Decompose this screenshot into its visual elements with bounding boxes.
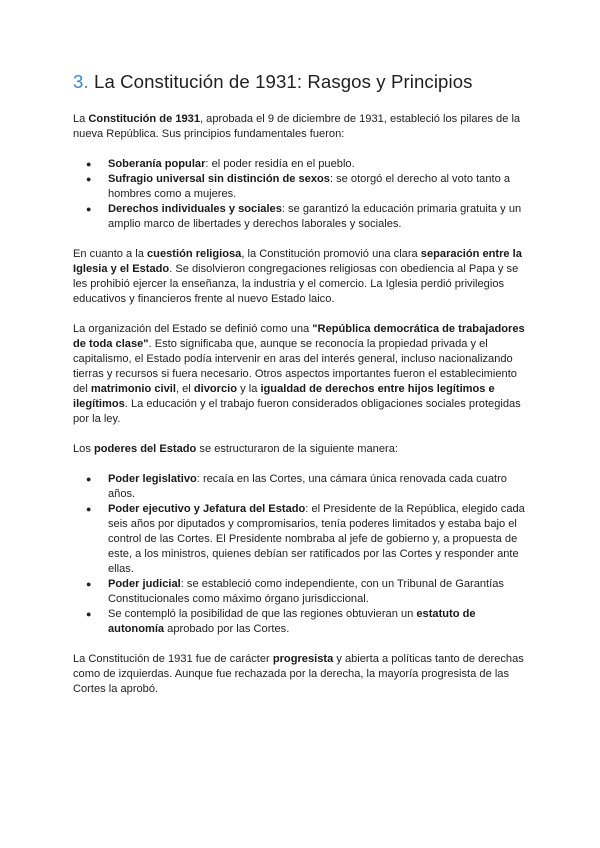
bold-run: progresista (272, 653, 334, 665)
principles-list (73, 157, 527, 232)
bold-run: Soberanía popular (108, 158, 206, 170)
conclusion-paragraph (73, 652, 527, 697)
text-run: La (73, 113, 89, 125)
list-item (108, 172, 527, 202)
text-run: y abierta a políticas tanto de derechas como de izquierdas. Aunque fue rechazada por la derecha, la mayoría progresista de las Cortes la aprobó. (73, 653, 524, 695)
powers-list (73, 472, 527, 637)
bold-run: Derechos individuales y sociales (108, 203, 282, 215)
text-run: aprobado por las Cortes. (164, 623, 290, 635)
bold-run: igualdad de derechos entre hijos legítimos e ilegítimos (73, 383, 495, 410)
powers-intro-paragraph (73, 442, 527, 457)
text-run: Se contempló la posibilidad de que las regiones obtuvieran un (108, 608, 417, 620)
bold-run: estatuto de autonomía (108, 608, 476, 635)
text-run: Los (73, 443, 94, 455)
intro-paragraph (73, 112, 527, 142)
document-page (73, 70, 527, 712)
text-run: : se garantizó la educación primaria gratuita y un amplio marco de libertades y derechos laborales y sociales. (108, 203, 522, 230)
bold-run: Sufragio universal sin distinción de sexos (108, 173, 330, 185)
text-run: En cuanto a la (73, 248, 148, 260)
text-run: . La educación y el trabajo fueron considerados obligaciones sociales protegidas por la ley. (73, 398, 521, 425)
section-number: 3. (73, 71, 89, 92)
bold-run: separación entre la Iglesia y el Estado (73, 248, 522, 275)
bold-run: matrimonio civil (90, 383, 176, 395)
bold-run: Poder legislativo (108, 473, 197, 485)
text-run: , el (175, 383, 194, 395)
list-item (108, 502, 527, 577)
list-item (108, 157, 527, 172)
list-item (108, 577, 527, 607)
bold-run: cuestión religiosa (147, 248, 242, 260)
text-run: : se otorgó el derecho al voto tanto a hombres como a mujeres. (108, 173, 511, 200)
text-run: : se estableció como independiente, con un Tribunal de Garantías Constitucionales como máximo órgano jurisdiccional. (108, 578, 504, 605)
text-run: . Se disolvieron congregaciones religiosas con obediencia al Papa y se les prohibió ejercer la enseñanza, la industria y el comercio. La Iglesia perdió privilegios educativos y financieros frente al nuevo Estado laico. (73, 263, 519, 305)
bold-run: Poder judicial (108, 578, 181, 590)
section-heading (73, 70, 527, 94)
bold-run: Poder ejecutivo y Jefatura del Estado (108, 503, 306, 515)
list-item (108, 202, 527, 232)
text-run: La Constitución de 1931 fue de carácter (73, 653, 273, 665)
religion-paragraph (73, 247, 527, 307)
bold-run: divorcio (193, 383, 238, 395)
state-paragraph (73, 322, 527, 427)
text-run: : el Presidente de la República, elegido cada seis años por diputados y compromisarios, tenía poderes limitados y estaba bajo el control de las Cortes. El Presidente nombraba al jefe de gobierno y, a propuesta de este, a los ministros, quienes debían ser ratificados por las Cortes y responder ante ellas. (108, 503, 525, 575)
text-run: se estructuraron de la siguiente manera: (196, 443, 398, 455)
text-run: . Esto significaba que, aunque se reconocía la propiedad privada y el capitalismo, el Estado podía intervenir en aras del interés general, incluso nacionalizando tierras y recursos si fuera necesario. Otros aspectos importantes fueron el establecimiento del (73, 338, 517, 395)
text-run: : el poder residía en el pueblo. (205, 158, 355, 170)
bold-run: "República democrática de trabajadores de toda clase" (73, 323, 525, 350)
bold-run: Constitución de 1931 (88, 113, 200, 125)
text-run: La organización del Estado se definió como una (73, 323, 313, 335)
list-item (108, 607, 527, 637)
text-run: , la Constitución promovió una clara (241, 248, 421, 260)
text-run: : recaía en las Cortes, una cámara única renovada cada cuatro años. (108, 473, 507, 500)
text-run: , aprobada el 9 de diciembre de 1931, estableció los pilares de la nueva República. Sus principios fundamentales fueron: (73, 113, 521, 140)
section-title: La Constitución de 1931: Rasgos y Principios (94, 71, 473, 92)
text-run: y la (237, 383, 261, 395)
bold-run: poderes del Estado (93, 443, 197, 455)
list-item (108, 472, 527, 502)
